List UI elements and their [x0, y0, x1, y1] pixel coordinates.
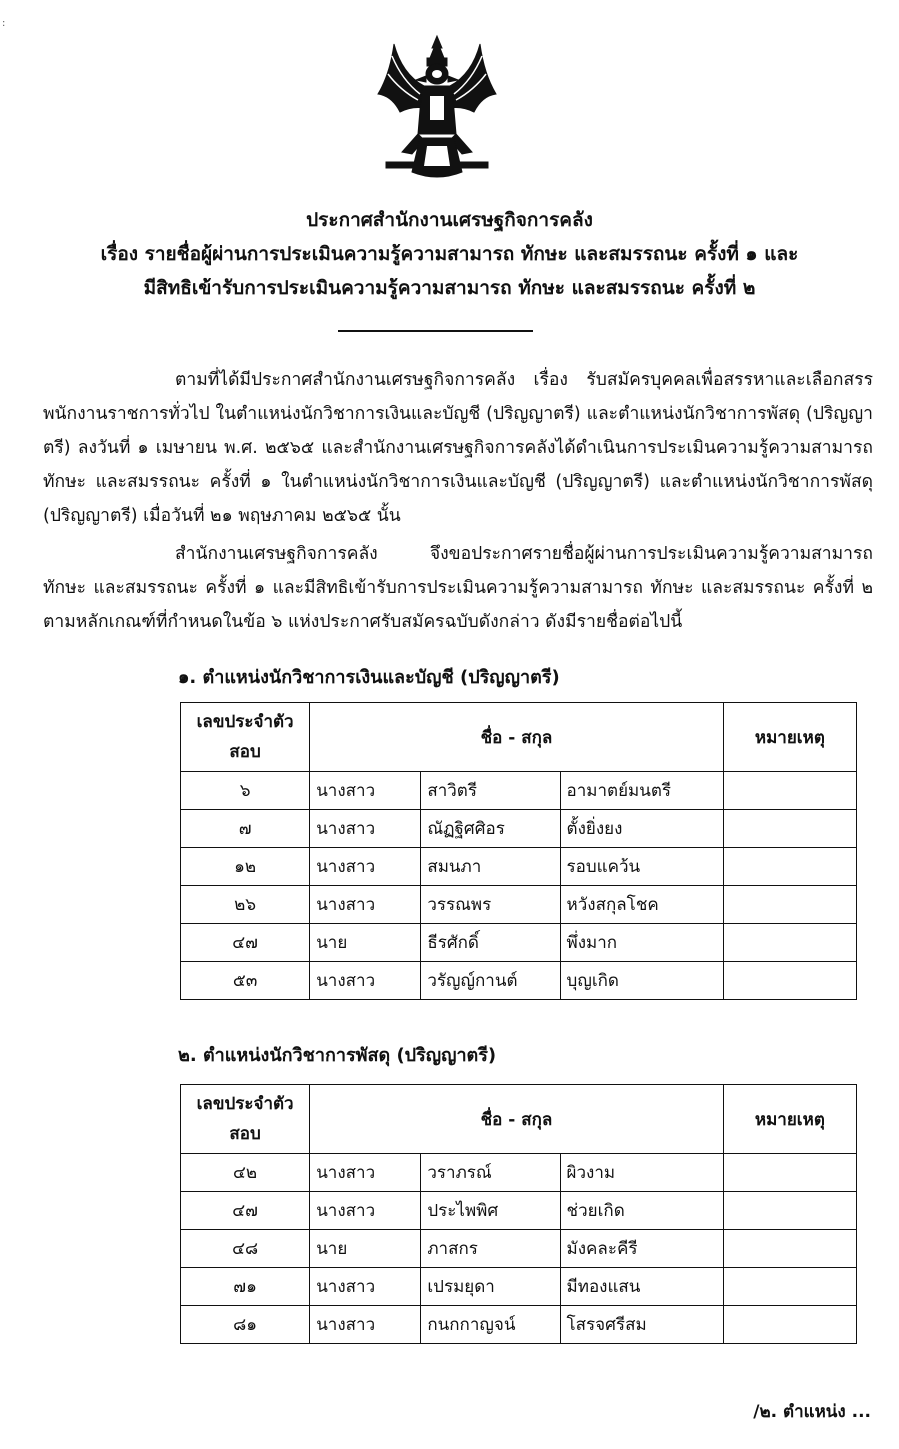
- announcement-title-line-1: ประกาศสำนักงานเศรษฐกิจการคลัง: [306, 209, 593, 231]
- table-row: ๖ นางสาว สาวิตรี อามาตย์มนตรี: [181, 772, 857, 810]
- name-header: ชื่อ - สกุล: [310, 1085, 724, 1154]
- title-divider: [338, 330, 533, 332]
- announcement-title-line-3: มีสิทธิเข้ารับการประเมินความรู้ความสามารถ ทักษะ และสมรรถนะ ครั้งที่ ๒: [143, 277, 756, 299]
- announcement-title-line-2: เรื่อง รายชื่อผู้ผ่านการประเมินความรู้ความสามารถ ทักษะ และสมรรถนะ ครั้งที่ ๑ และ: [100, 243, 799, 265]
- table-row: ๑๒ นางสาว สมนภา รอบแคว้น: [181, 848, 857, 886]
- table-row: ๘๑ นางสาว กนกกาญจน์ โสรจศรีสม: [181, 1306, 857, 1344]
- note-header: หมายเหตุ: [723, 1085, 856, 1154]
- exam-id-header: เลขประจำตัว สอบ: [181, 1085, 310, 1154]
- section-1-table: [180, 702, 857, 1000]
- paragraph-2-text: สำนักงานเศรษฐกิจการคลัง จึงขอประกาศรายชื่อผู้ผ่านการประเมินความรู้ความสามารถ ทักษะ และสมรรถนะ ครั้งที่ ๑ และมีสิทธิเข้ารับการประเมินความรู้ความสามารถ ทักษะ และสมรรถนะ ครั้งที่ ๒ ตามหลักเกณฑ์ที่กำหนดในข้อ ๖ แห่งประกาศรับสมัครฉบับดังกล่าว ดังมีรายชื่อต่อไปนี้: [43, 544, 873, 632]
- section-2-table: [180, 1084, 857, 1344]
- table-row: ๕๓ นางสาว วรัญญ์กานต์ บุญเกิด: [181, 962, 857, 1000]
- section-2-heading: ๒. ตำแหน่งนักวิชาการพัสดุ (ปริญญาตรี): [178, 1045, 497, 1066]
- exam-id-header: เลขประจำตัว สอบ: [181, 703, 310, 772]
- margin-mark: :: [2, 18, 6, 29]
- table-row: ๒๖ นางสาว วรรณพร หวังสกุลโชค: [181, 886, 857, 924]
- garuda-emblem-icon: [372, 34, 502, 182]
- table-header-row: [181, 703, 857, 772]
- note-header: หมายเหตุ: [723, 703, 856, 772]
- table-row: ๔๗ นางสาว ประไพพิศ ช่วยเกิด: [181, 1192, 857, 1230]
- body-paragraph-1: [43, 363, 873, 533]
- table-row: ๔๘ นาย ภาสกร มังคละคีรี: [181, 1230, 857, 1268]
- name-header: ชื่อ - สกุล: [310, 703, 724, 772]
- table-row: ๔๗ นาย ธีรศักดิ์ พึ่งมาก: [181, 924, 857, 962]
- table-row: ๗๑ นางสาว เปรมยุดา มีทองแสน: [181, 1268, 857, 1306]
- table-row: ๔๒ นางสาว วราภรณ์ ผิวงาม: [181, 1154, 857, 1192]
- section-1-heading: ๑. ตำแหน่งนักวิชาการเงินและบัญชี (ปริญญาตรี): [178, 667, 560, 688]
- page-continuation: /๒. ตำแหน่ง ...: [753, 1402, 871, 1422]
- table-header-row: [181, 1085, 857, 1154]
- paragraph-1-text: ตามที่ได้มีประกาศสำนักงานเศรษฐกิจการคลัง เรื่อง รับสมัครบุคคลเพื่อสรรหาและเลือกสรรพนักงานราชการทั่วไป ในตำแหน่งนักวิชาการเงินและบัญชี (ปริญญาตรี) และตำแหน่งนักวิชาการพัสดุ (ปริญญาตรี) ลงวันที่ ๑ เมษายน พ.ศ. ๒๕๖๕ และสำนักงานเศรษฐกิจการคลังได้ดำเนินการประเมินความรู้ความสามารถ ทักษะ และสมรรถนะ ครั้งที่ ๑ ในตำแหน่งนักวิชาการเงินและบัญชี (ปริญญาตรี) และตำแหน่งนักวิชาการพัสดุ (ปริญญาตรี) เมื่อวันที่ ๒๑ พฤษภาคม ๒๕๖๕ นั้น: [43, 370, 873, 526]
- body-paragraph-2: [43, 537, 873, 639]
- table-row: ๗ นางสาว ณัฏฐิศศิอร ตั้งยิ่งยง: [181, 810, 857, 848]
